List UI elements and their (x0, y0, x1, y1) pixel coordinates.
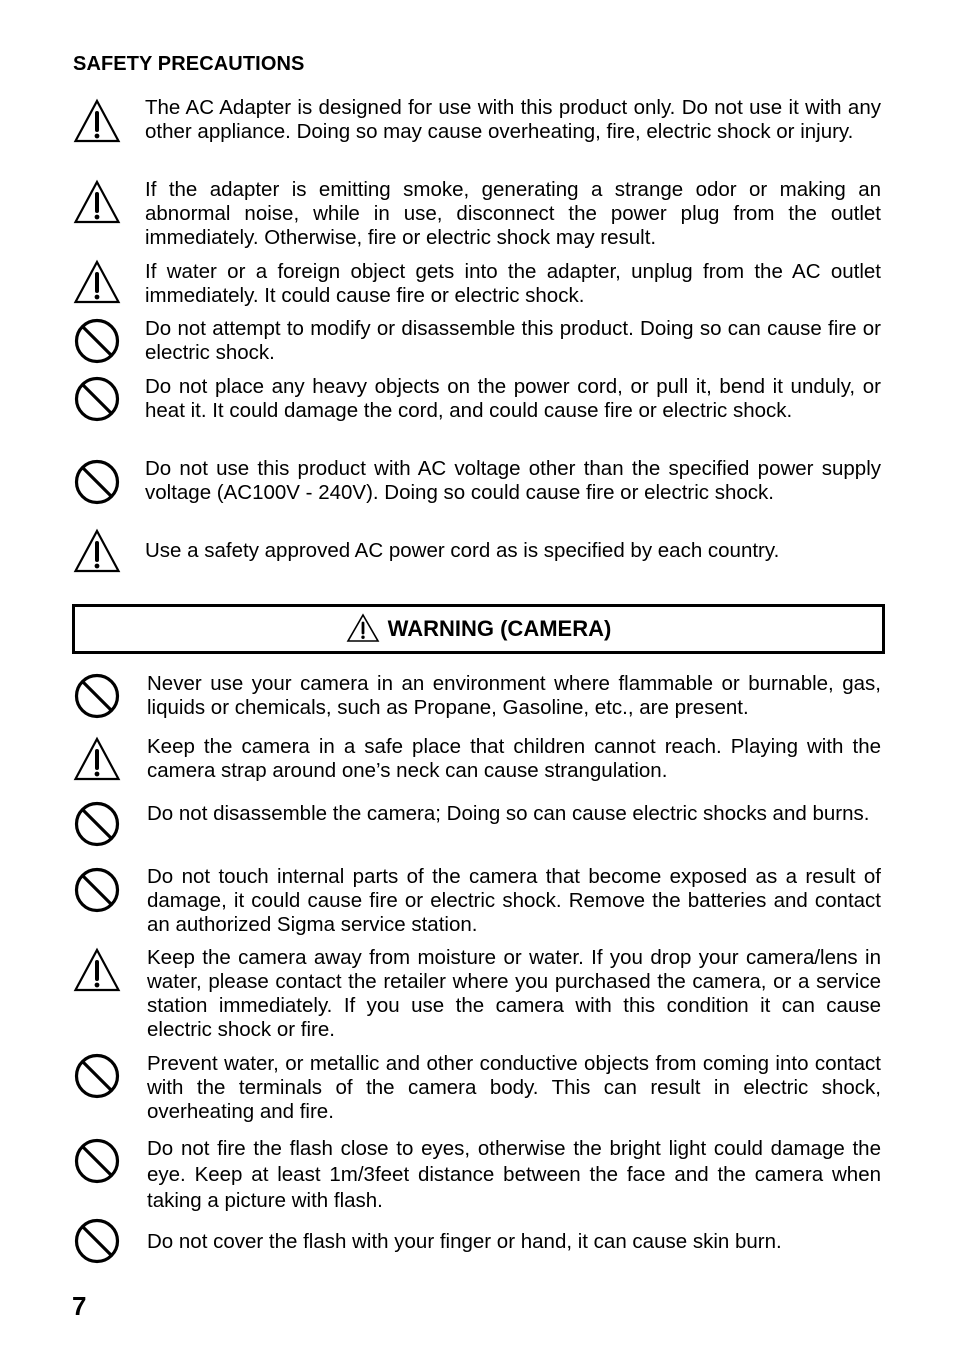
section-heading: SAFETY PRECAUTIONS (73, 53, 305, 75)
prohibition-icon (73, 672, 121, 720)
precaution-text: If water or a foreign object gets into the adapter, unplug from the AC outlet immediately. It could cause fire or electric shock. (145, 260, 881, 307)
warning-triangle-icon (73, 178, 121, 226)
warning-triangle-icon (346, 613, 380, 643)
precaution-text: Do not fire the flash close to eyes, otherwise the bright light could damage the eye. Keep at least 1m/3feet distance between the face and the camera when taking a picture with flash. (147, 1137, 881, 1212)
warning-triangle-icon (73, 97, 121, 145)
warning-triangle-icon (73, 946, 121, 994)
warning-triangle-icon (73, 258, 121, 306)
prohibition-icon (73, 1217, 121, 1265)
precaution-text: Use a safety approved AC power cord as is specified by each country. (145, 539, 780, 562)
prohibition-icon (73, 800, 121, 848)
precaution-text: Do not use this product with AC voltage other than the specified power supply voltage (AC100V - 240V). Doing so could cause fire or electric shock. (145, 457, 881, 504)
precaution-text: Do not attempt to modify or disassemble this product. Doing so can cause fire or electric shock. (145, 317, 881, 364)
precaution-text: Keep the camera in a safe place that children cannot reach. Playing with the camera strap around one’s neck can cause strangulation. (147, 735, 881, 782)
prohibition-icon (73, 458, 121, 506)
prohibition-icon (73, 866, 121, 914)
precaution-text: If the adapter is emitting smoke, generating a strange odor or making an abnormal noise, while in use, disconnect the power plug from the outlet immediately. Otherwise, fire or electric shock may result. (145, 178, 881, 249)
precaution-text: Keep the camera away from moisture or water. If you drop your camera/lens in water, please contact the retailer where you purchased the camera, or a service station immediately. If you use the camera with this condition it can cause electric shock or fire. (147, 946, 881, 1041)
warning-triangle-icon (73, 735, 121, 783)
warning-title: WARNING (CAMERA) (387, 616, 612, 641)
prohibition-icon (73, 1137, 121, 1185)
warning-triangle-icon (73, 527, 121, 575)
prohibition-icon (73, 375, 121, 423)
prohibition-icon (73, 317, 121, 365)
prohibition-icon (73, 1052, 121, 1100)
precaution-text: The AC Adapter is designed for use with this product only. Do not use it with any other appliance. Doing so may cause overheating, fire, electric shock or injury. (145, 96, 881, 143)
page-number: 7 (72, 1291, 87, 1321)
precaution-text: Do not touch internal parts of the camera that become exposed as a result of damage, it could cause fire or electric shock. Remove the batteries and contact an authorized Sigma service station. (147, 865, 881, 936)
precaution-text: Do not disassemble the camera; Doing so can cause electric shocks and burns. (147, 802, 870, 825)
precaution-text: Do not place any heavy objects on the power cord, or pull it, bend it unduly, or heat it. It could damage the cord, and could cause fire or electric shock. (145, 375, 881, 422)
warning-banner (72, 604, 885, 654)
precaution-text: Do not cover the flash with your finger or hand, it can cause skin burn. (147, 1230, 782, 1253)
precaution-text: Prevent water, or metallic and other conductive objects from coming into contact with the terminals of the camera body. This can result in electric shock, overheating and fire. (147, 1052, 881, 1123)
precaution-text: Never use your camera in an environment where flammable or burnable, gas, liquids or chemicals, such as Propane, Gasoline, etc., are present. (147, 672, 881, 719)
